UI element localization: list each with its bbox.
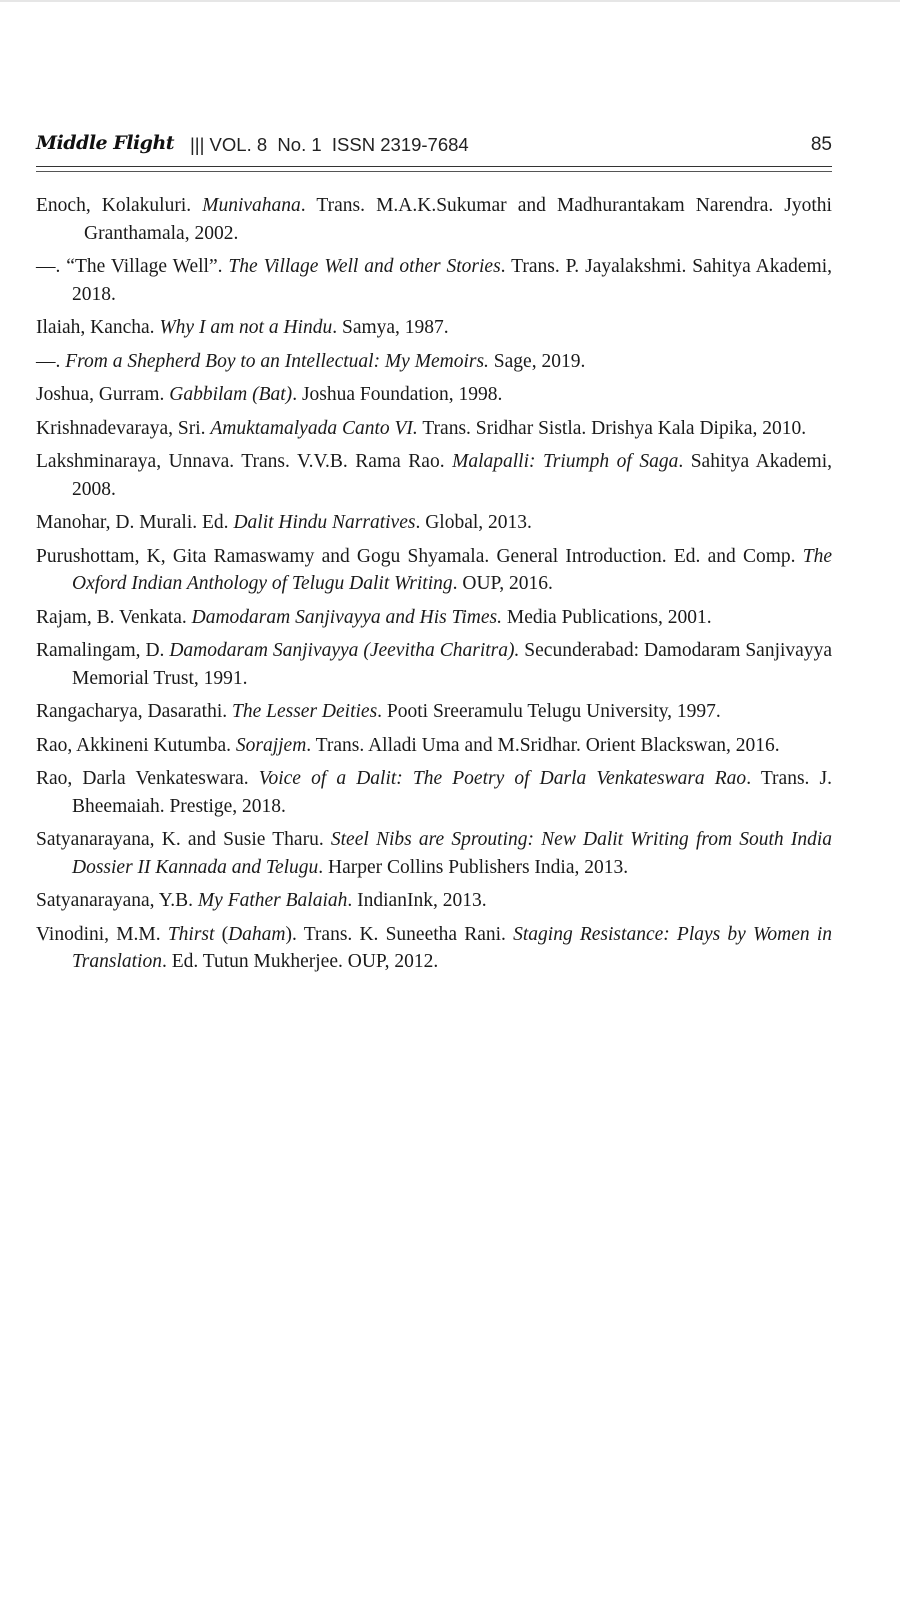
- reference-text: . Sahitya Akademi, 2008.: [72, 451, 832, 500]
- reference-entry: [36, 448, 832, 503]
- reference-entry: [36, 314, 832, 342]
- reference-title: Damodaram Sanjivayya and His Times.: [191, 606, 502, 628]
- reference-text: Satyanarayana, Y.B.: [36, 890, 198, 911]
- reference-title: Gabbilam (Bat): [169, 384, 293, 405]
- reference-text: . Harper Collins Publishers India, 2013.: [318, 856, 629, 878]
- reference-text: Ilaiah, Kancha.: [36, 317, 160, 338]
- reference-title: Staging Resistance: Plays by Women in Translation: [72, 923, 833, 972]
- reference-text: . Global, 2013.: [415, 512, 532, 533]
- header-rule-thick: [36, 166, 832, 167]
- reference-entry: [36, 637, 832, 692]
- page-header: [36, 130, 832, 160]
- reference-entry: [36, 253, 832, 308]
- header-rule-thin: [36, 171, 832, 172]
- reference-text: Media Publications, 2001.: [502, 606, 712, 628]
- reference-title: Steel Nibs are Sprouting: New Dalit Writing from South India Dossier II Kannada and Telugu: [72, 829, 832, 878]
- reference-text: Trans. Sridhar Sistla. Drishya Kala Dipika, 2010.: [417, 417, 807, 439]
- reference-text: Sage, 2019.: [488, 350, 586, 372]
- reference-title: The Village Well and other Stories: [228, 256, 501, 277]
- reference-text: Rao, Darla Venkateswara.: [36, 768, 259, 789]
- reference-title: Voice of a Dalit: The Poetry of Darla Venkateswara Rao: [258, 768, 747, 789]
- reference-title: My Father Balaiah: [197, 890, 348, 911]
- reference-title: Malapalli: Triumph of Saga: [452, 451, 679, 472]
- reference-text: Secunderabad: Damodaram Sanjivayya Memorial Trust, 1991.: [72, 640, 832, 689]
- reference-entry: [36, 887, 832, 915]
- reference-entry: [36, 732, 832, 760]
- reference-text: . Trans. Alladi Uma and M.Sridhar. Orient Blackswan, 2016.: [306, 734, 780, 756]
- top-border: [0, 0, 900, 2]
- reference-text: Vinodini, M.M.: [36, 923, 168, 945]
- reference-text: ). Trans. K. Suneetha Rani.: [285, 923, 514, 945]
- reference-entry: [36, 543, 832, 598]
- reference-title: Thirst: [167, 923, 215, 945]
- reference-title: Damodaram Sanjivayya (Jeevitha Charitra).: [169, 640, 520, 661]
- reference-title: Sorajjem: [235, 734, 307, 756]
- reference-text: . Trans. P. Jayalakshmi. Sahitya Akademi, 2018.: [72, 256, 832, 305]
- reference-text: Rangacharya, Dasarathi.: [36, 701, 232, 722]
- reference-text: Lakshminaraya, Unnava. Trans. V.V.B. Rama Rao.: [36, 451, 453, 472]
- reference-text: Rao, Akkineni Kutumba.: [36, 734, 236, 756]
- reference-title: Dalit Hindu Narratives: [233, 512, 416, 533]
- reference-text: . Trans. J. Bheemaiah. Prestige, 2018.: [72, 768, 832, 817]
- reference-text: (: [214, 923, 229, 945]
- reference-text: Joshua, Gurram.: [36, 384, 170, 405]
- reference-entry: [36, 509, 832, 537]
- reference-text: . Pooti Sreeramulu Telugu University, 1997.: [377, 701, 721, 722]
- reference-title: Munivahana: [202, 195, 301, 216]
- reference-text: Satyanarayana, K. and Susie Tharu.: [36, 829, 331, 850]
- reference-text: Rajam, B. Venkata.: [36, 606, 192, 628]
- reference-text: Krishnadevaraya, Sri.: [36, 417, 211, 439]
- reference-text: Purushottam, K, Gita Ramaswamy and Gogu Shyamala. General Introduction. Ed. and Comp.: [36, 545, 803, 567]
- reference-text: Enoch, Kolakuluri.: [36, 195, 203, 216]
- reference-text: . IndianInk, 2013.: [347, 890, 487, 911]
- journal-title: Middle Flight: [36, 132, 175, 154]
- reference-title: Daham: [228, 923, 286, 945]
- reference-entry: [36, 348, 832, 376]
- reference-title: The Lesser Deities: [232, 701, 378, 722]
- reference-text: Ramalingam, D.: [36, 640, 170, 661]
- reference-text: . Ed. Tutun Mukherjee. OUP, 2012.: [161, 951, 439, 972]
- reference-title: The Oxford Indian Anthology of Telugu Dalit Writing: [72, 545, 832, 594]
- reference-title: From a Shepherd Boy to an Intellectual: My Memoirs.: [65, 350, 489, 372]
- reference-text: . Samya, 1987.: [332, 317, 449, 338]
- reference-title: Amuktamalyada Canto VI.: [210, 417, 418, 439]
- reference-entry: [36, 765, 832, 820]
- reference-entry: [36, 415, 832, 443]
- reference-text: . Joshua Foundation, 1998.: [292, 384, 503, 405]
- reference-title: Why I am not a Hindu: [159, 317, 333, 338]
- reference-text: —. “The Village Well”.: [36, 256, 229, 277]
- reference-entry: [36, 192, 832, 247]
- reference-entry: [36, 921, 832, 976]
- volume-info: ||| VOL. 8 No. 1 ISSN 2319-7684: [190, 134, 469, 155]
- reference-text: . Trans. M.A.K.Sukumar and Madhurantakam Narendra. Jyothi Granthamala, 2002.: [84, 195, 832, 244]
- references-list: [36, 192, 832, 982]
- reference-text: —.: [36, 350, 66, 372]
- page-number: 85: [810, 134, 832, 155]
- reference-entry: [36, 381, 832, 409]
- reference-text: . OUP, 2016.: [452, 573, 553, 594]
- reference-entry: [36, 698, 832, 726]
- reference-text: Manohar, D. Murali. Ed.: [36, 512, 234, 533]
- reference-entry: [36, 604, 832, 632]
- reference-entry: [36, 826, 832, 881]
